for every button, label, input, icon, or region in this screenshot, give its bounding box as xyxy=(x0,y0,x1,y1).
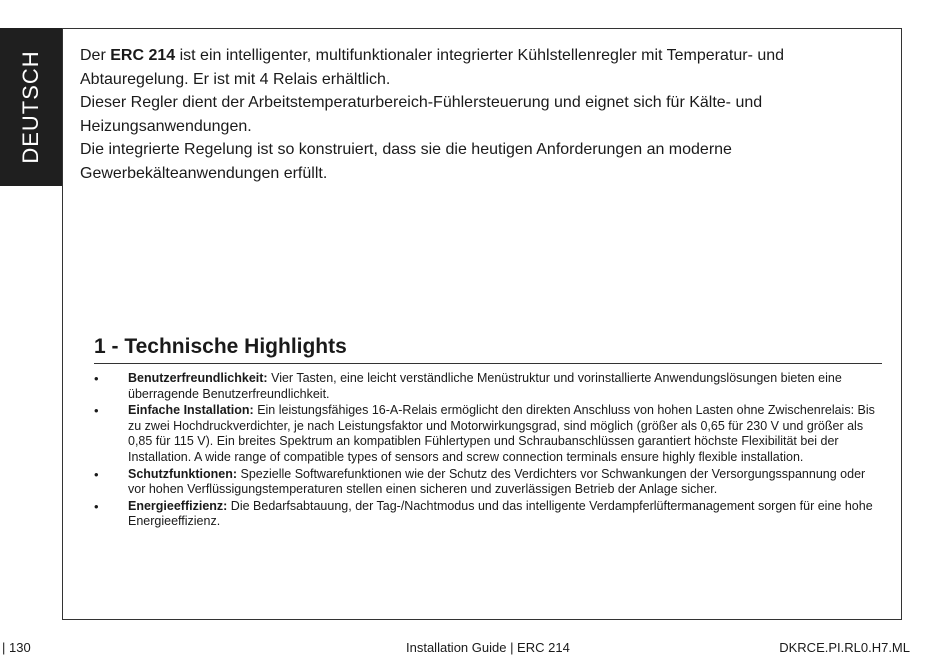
list-item xyxy=(94,499,882,530)
bullet-term: Schutzfunktionen: xyxy=(128,466,238,481)
highlights-list xyxy=(94,371,882,531)
intro-paragraph-1 xyxy=(80,44,880,91)
bullet-icon: • xyxy=(94,466,99,482)
guide-title: Installation Guide | ERC 214 xyxy=(406,640,570,655)
page-number: | 130 xyxy=(2,640,31,655)
product-name: ERC 214 xyxy=(110,47,176,64)
intro-text xyxy=(80,44,880,185)
list-item xyxy=(94,467,882,498)
bullet-icon: • xyxy=(94,403,99,419)
intro-p1-post: ist ein intelligenter, multifunktionaler integrierter Kühlstellenregler mit Temperatur- und Abtauregelung. Er ist mit 4 Relais erhältlich. xyxy=(80,47,785,88)
bullet-icon: • xyxy=(94,371,99,386)
bullet-text: Die Bedarfsabtauung, der Tag-/Nachtmodus und das intelligente Verdampferlüftermanagement sorgen für eine hohe Energieeffizienz. xyxy=(128,498,873,529)
bullet-icon: • xyxy=(94,498,99,514)
intro-paragraph-2: Dieser Regler dient der Arbeitstemperaturbereich-Fühlersteuerung und eignet sich für Kälte- und Heizungsanwendungen. xyxy=(80,94,763,135)
bullet-text: Ein leistungsfähiges 16-A-Relais ermöglicht den direkten Anschluss von hohen Lasten ohne Zwischenrelais: Bis zu zwei Hochdruckverdichter, je nach Leistungsfaktor und Motorwirkungsgrad, sind möglich (größer als 0,65 für 230 V und größer als 0,85 für 115 V). Ein breites Spektrum an kompatiblen Fühlertypen und Schraubanschlüssen garantiert höchste Flexibilität bei der Installation. A wide range of compatible types of sensors and screw connection terminals ensure highly flexible installation. xyxy=(128,403,875,464)
language-tab xyxy=(0,28,62,186)
list-item xyxy=(94,403,882,465)
bullet-term: Energieeffizienz: xyxy=(128,498,228,513)
document-code: DKRCE.PI.RL0.H7.ML xyxy=(779,640,910,655)
intro-p1-pre: Der xyxy=(80,47,111,64)
intro-paragraph-3: Die integrierte Regelung ist so konstruiert, dass sie die heutigen Anforderungen an moderne Gewerbekälteanwendungen erfüllt. xyxy=(80,141,732,182)
bullet-text: Vier Tasten, eine leicht verständliche Menüstruktur und vorinstallierte Anwendungslösungen bieten eine überragende Benutzerfreundlichkeit. xyxy=(128,371,842,401)
bullet-term: Benutzerfreundlichkeit: xyxy=(128,371,268,385)
list-item xyxy=(94,371,882,402)
section-title: 1 - Technische Highlights xyxy=(94,334,882,364)
bullet-text: Spezielle Softwarefunktionen wie der Schutz des Verdichters vor Schwankungen der Versorgungsspannung oder vor hohen Verflüssigungstemperaturen stellen einen sicheren und zuverlässigen Betrieb der Anlage sicher. xyxy=(128,466,866,497)
page-footer xyxy=(0,640,950,660)
language-tab-label: DEUTSCH xyxy=(18,50,43,164)
bullet-term: Einfache Installation: xyxy=(128,403,254,418)
